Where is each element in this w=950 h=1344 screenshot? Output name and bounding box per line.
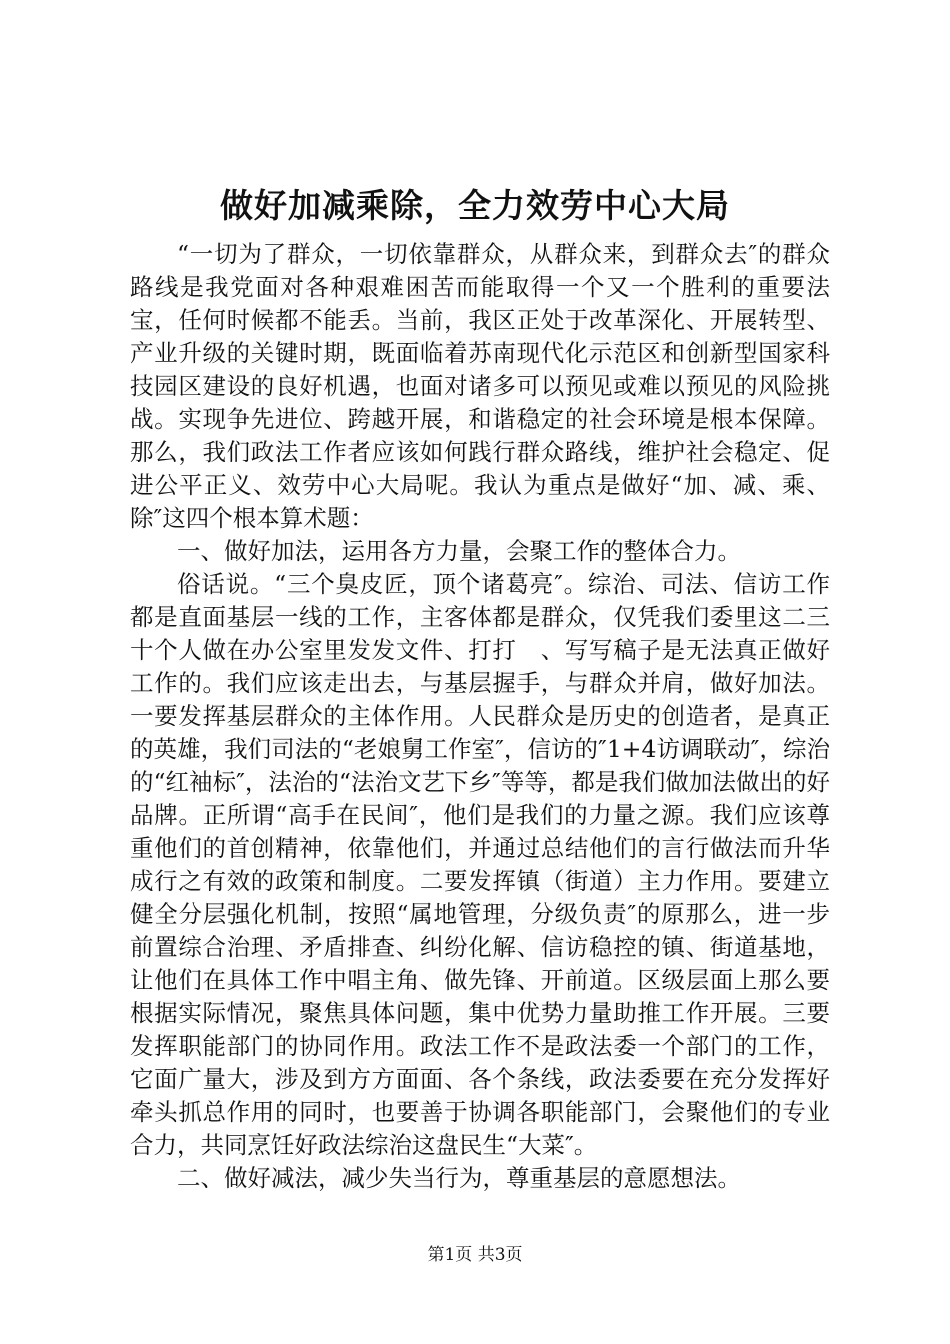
section-heading-subtraction: 二、做好减法，减少失当行为，尊重基层的意愿想法。	[177, 1164, 741, 1192]
body-paragraph-addition: 俗话说。“三个臭皮匠，顶个诸葛亮″。综治、司法、信访工作都是直面基层一线的工作，主客体都是群众，仅凭我们委里这二三十个人做在办公室里发发文件、打打 、写写稿子是无法真正做好工作的。我们应该走出去，与基层握手，与群众并肩，做好加法。一要发挥基层群众的主体作用。人民群众是历史的创造者，是真正的英雄，我们司法的“老娘舅工作室″，信访的″1+4访调联动″，综治的“红袖标″，法治的“法治文艺下乡″等等，都是我们做加法做出的好品牌。正所谓“高手在民间″，他们是我们的力量之源。我们应该尊重他们的首创精神，依靠他们，并通过总结他们的言行做法而升华成行之有效的政策和制度。二要发挥镇（街道）主力作用。要建立健全分层强化机制，按照“属地管理，分级负责″的原那么，进一步前置综合治理、矛盾排查、纠纷化解、信访稳控的镇、街道基地，让他们在具体工作中唱主角、做先锋、开前道。区级层面上那么要根据实际情况，聚焦具体问题，集中优势力量助推工作开展。三要发挥职能部门的协同作用。政法工作不是政法委一个部门的工作，它面广量大，涉及到方方面面、各个条线，政法委要在充分发挥好牵头抓总作用的同时，也要善于协调各职能部门，会聚他们的专业合力，共同烹饪好政法综治这盘民生“大菜″。	[130, 570, 830, 1159]
document-title: 做好加减乘除，全力效劳中心大局	[220, 186, 730, 225]
page-number-footer: 第1页 共3页	[427, 1245, 523, 1265]
body-paragraph-intro: “一切为了群众，一切依靠群众，从群众来，到群众去″的群众路线是我党面对各种艰难困苦而能取得一个又一个胜利的重要法宝，任何时候都不能丢。当前，我区正处于改革深化、开展转型、产业升级的关键时期，既面临着苏南现代化示范区和创新型国家科技园区建设的良好机遇，也面对诸多可以预见或难以预见的风险挑战。实现争先进位、跨越开展，和谐稳定的社会环境是根本保障。那么，我们政法工作者应该如何践行群众路线，维护社会稳定、促进公平正义、效劳中心大局呢。我认为重点是做好“加、减、乘、除″这四个根本算术题：	[130, 240, 830, 532]
document-body	[130, 238, 830, 1195]
section-heading-addition: 一、做好加法，运用各方力量，会聚工作的整体合力。	[177, 537, 741, 565]
